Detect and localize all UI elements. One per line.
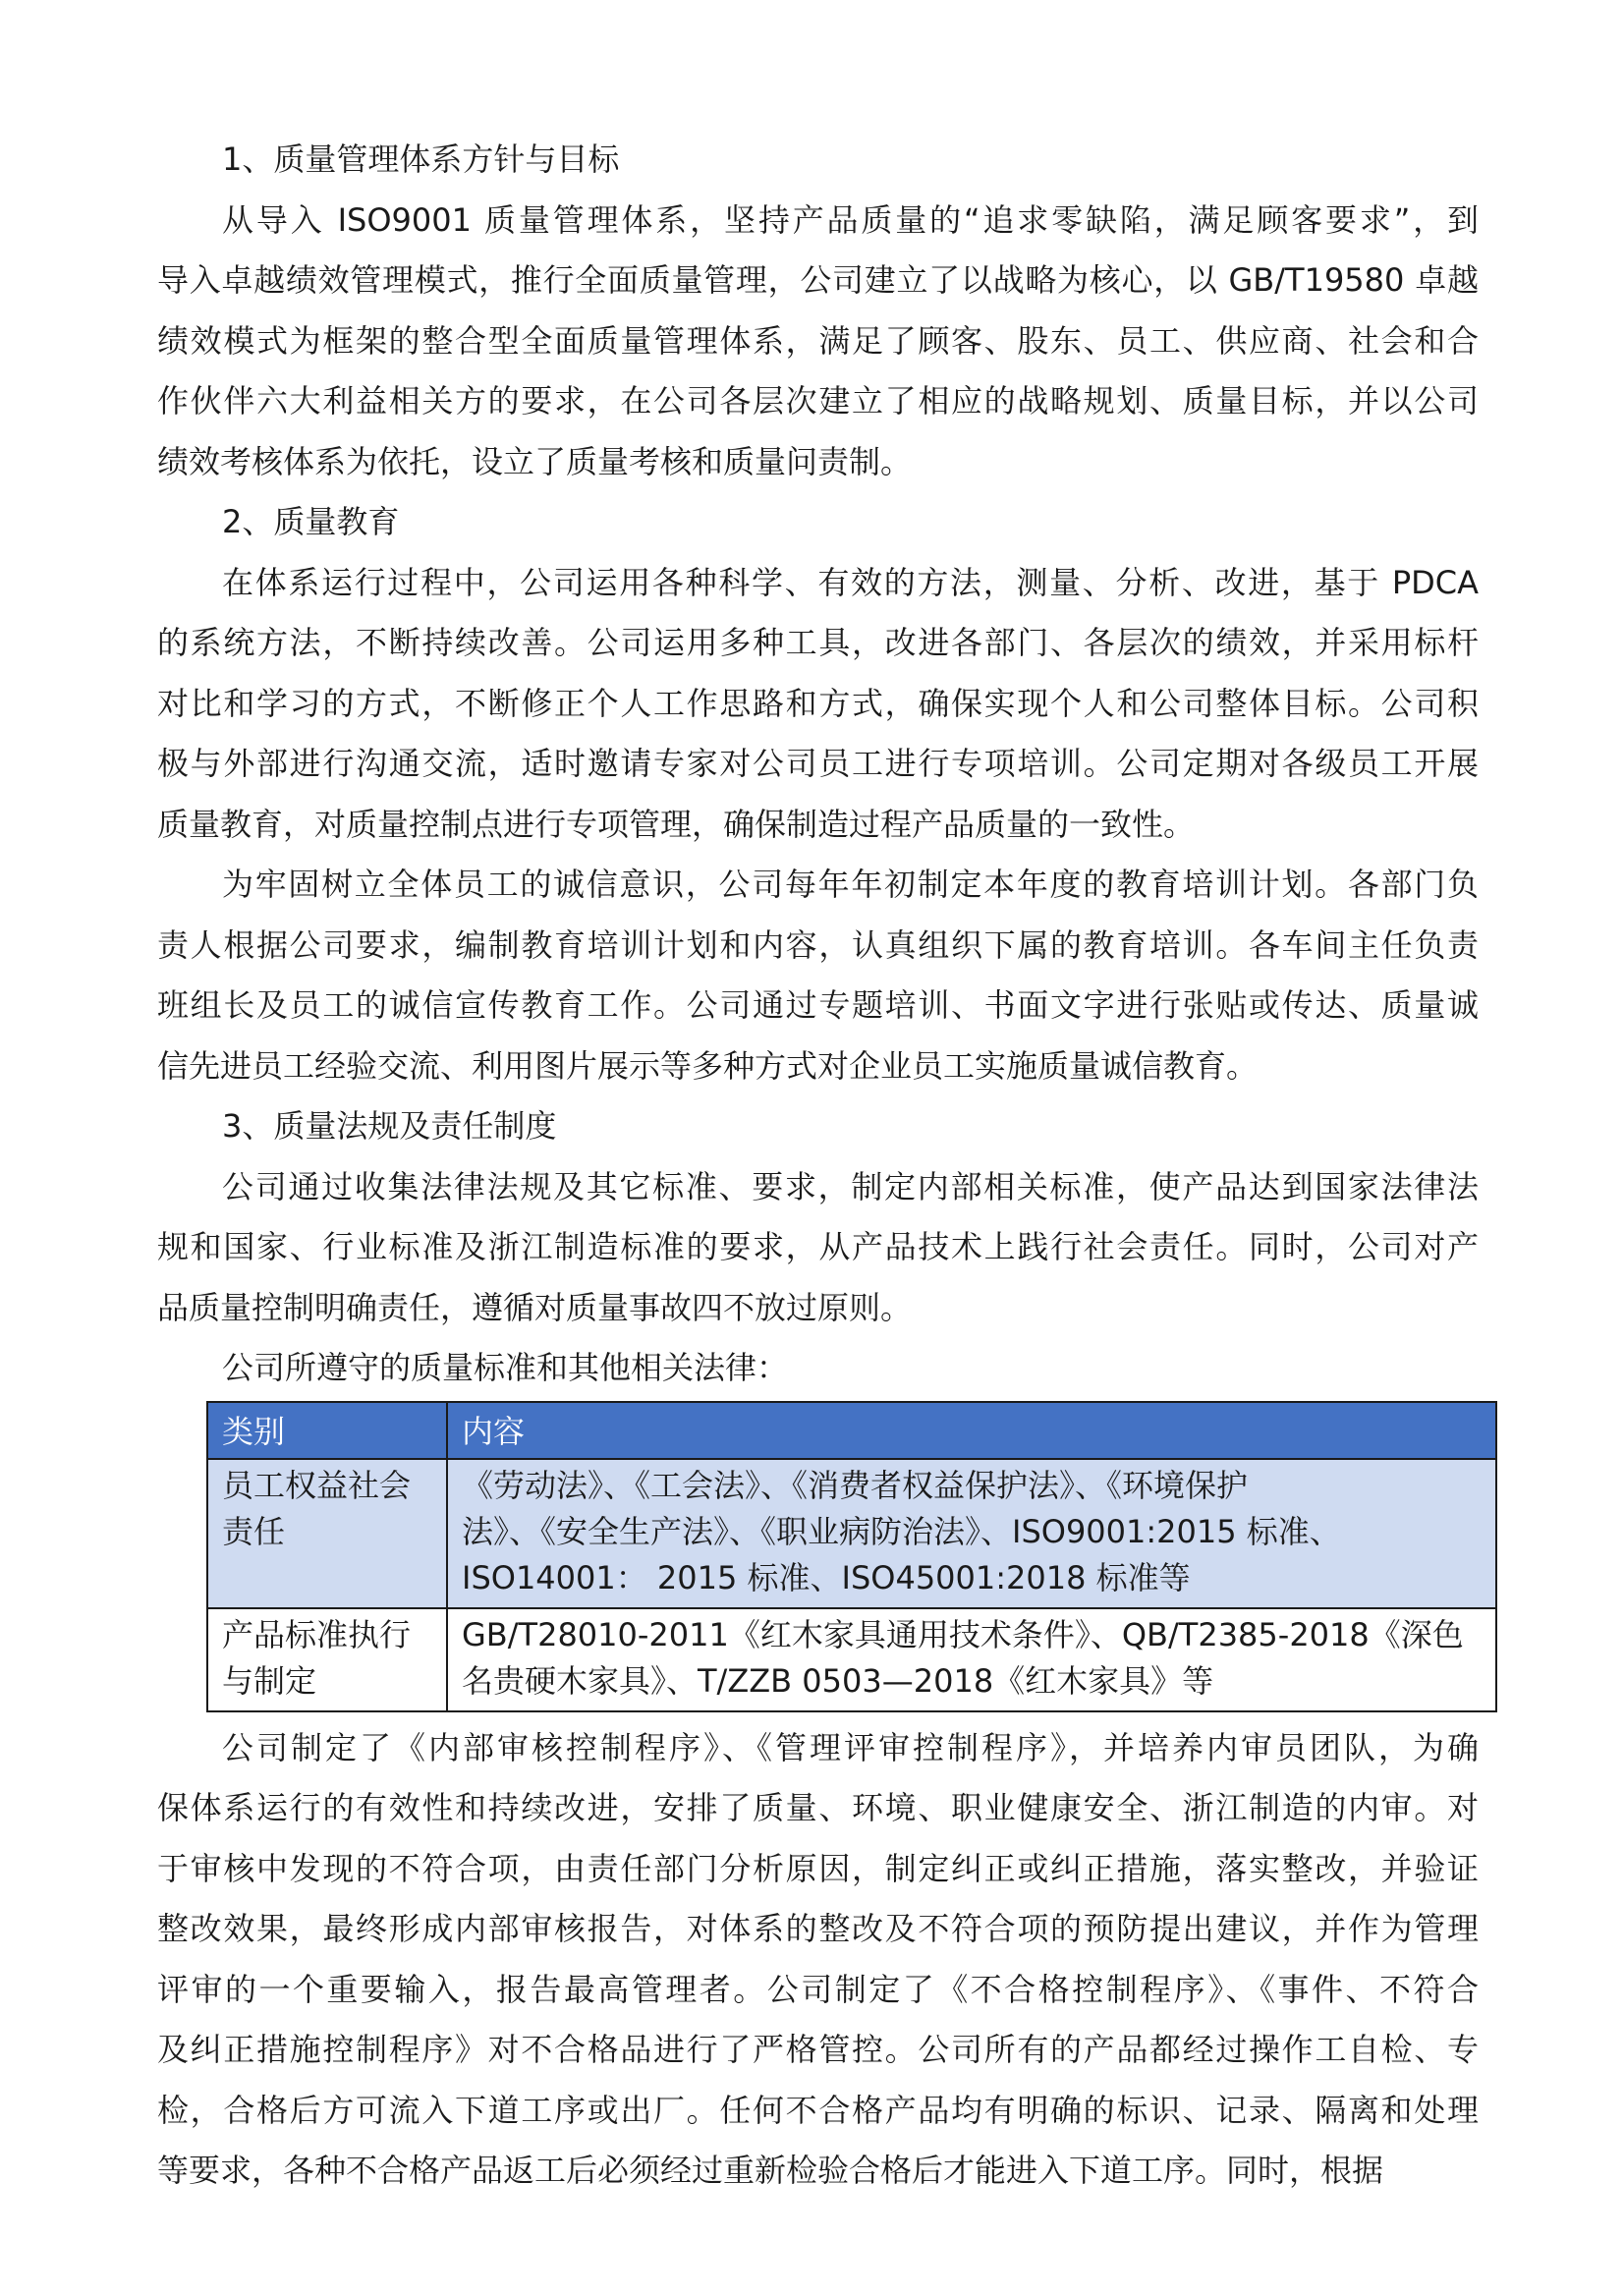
content-cell — [447, 1459, 1496, 1608]
paragraph-line: 于审核中发现的不符合项，由责任部门分析原因，制定纠正或纠正措施，落实整改，并验证 — [157, 1849, 1479, 1887]
cell-line: 与制定 — [222, 1661, 317, 1700]
paragraph-line: 规和国家、行业标准及浙江制造标准的要求，从产品技术上践行社会责任。同时，公司对产 — [157, 1228, 1479, 1265]
header-category: 类别 — [207, 1402, 447, 1459]
cell-line: 责任 — [222, 1512, 286, 1550]
cell-line: 名贵硬木家具》、T/ZZB 0503—2018《红木家具》等 — [462, 1661, 1214, 1700]
table-caption: 公司所遵守的质量标准和其他相关法律： — [222, 1349, 789, 1386]
paragraph-line: 绩效模式为框架的整合型全面质量管理体系，满足了顾客、股东、员工、供应商、社会和合 — [157, 321, 1479, 360]
standards-table — [206, 1401, 1497, 1712]
header-content: 内容 — [447, 1402, 1496, 1459]
section-heading-2: 2、质量教育 — [222, 503, 400, 540]
paragraph-line: 的系统方法，不断持续改善。公司运用多种工具，改进各部门、各层次的绩效，并采用标杆 — [157, 624, 1479, 661]
paragraph-line: 对比和学习的方式，不断修正个人工作思路和方式，确保实现个人和公司整体目标。公司积 — [157, 684, 1479, 722]
cell-line: 法》、《安全生产法》、《职业病防治法》、ISO9001:2015 标准、 — [462, 1512, 1341, 1550]
paragraph-line: 信先进员工经验交流、利用图片展示等多种方式对企业员工实施质量诚信教育。 — [157, 1046, 1259, 1085]
paragraph-line: 保体系运行的有效性和持续改进，安排了质量、环境、职业健康安全、浙江制造的内审。对 — [157, 1789, 1479, 1826]
content-cell — [447, 1608, 1496, 1711]
paragraph-line: 公司通过收集法律法规及其它标准、要求，制定内部相关标准，使产品达到国家法律法 — [222, 1167, 1479, 1205]
paragraph-line: 作伙伴六大利益相关方的要求，在公司各层次建立了相应的战略规划、质量目标，并以公司 — [157, 382, 1479, 420]
paragraph-line: 检，合格后方可流入下道工序或出厂。任何不合格产品均有明确的标识、记录、隔离和处理 — [157, 2091, 1479, 2129]
paragraph-line: 在体系运行过程中，公司运用各种科学、有效的方法，测量、分析、改进，基于 PDCA — [222, 563, 1479, 601]
cell-line: 员工权益社会 — [222, 1466, 412, 1504]
cell-line: 产品标准执行 — [222, 1615, 412, 1653]
paragraph-line: 从导入 ISO9001 质量管理体系，坚持产品质量的“追求零缺陷，满足顾客要求”，到 — [222, 200, 1479, 239]
cell-line: GB/T28010-2011《红木家具通用技术条件》、QB/T2385-2018《深色 — [462, 1615, 1464, 1653]
category-cell — [207, 1608, 447, 1711]
cell-line: ISO14001： 2015 标准、ISO45001:2018 标准等 — [462, 1558, 1191, 1596]
table-row — [207, 1608, 1496, 1711]
paragraph-line: 等要求，各种不合格产品返工后必须经过重新检验合格后才能进入下道工序。同时，根据 — [157, 2152, 1384, 2189]
document-body — [157, 130, 1479, 2202]
paragraph-line: 为牢固树立全体员工的诚信意识，公司每年年初制定本年度的教育培训计划。各部门负 — [222, 866, 1479, 903]
paragraph-line: 品质量控制明确责任，遵循对质量事故四不放过原则。 — [157, 1288, 913, 1326]
cell-line: 《劳动法》、《工会法》、《消费者权益保护法》、《环境保护 — [462, 1466, 1249, 1504]
paragraph-line: 极与外部进行沟通交流，适时邀请专家对公司员工进行专项培训。公司定期对各级员工开展 — [157, 745, 1479, 782]
paragraph-line: 公司制定了《内部审核控制程序》、《管理评审控制程序》，并培养内审员团队，为确 — [222, 1728, 1479, 1766]
section-heading-1: 1、质量管理体系方针与目标 — [222, 140, 620, 178]
table-row — [207, 1459, 1496, 1608]
paragraph-line: 及纠正措施控制程序》对不合格品进行了严格管控。公司所有的产品都经过操作工自检、专 — [157, 2031, 1479, 2068]
paragraph-line: 评审的一个重要输入，报告最高管理者。公司制定了《不合格控制程序》、《事件、不符合 — [157, 1970, 1479, 2008]
category-cell — [207, 1459, 447, 1608]
paragraph-line: 导入卓越绩效管理模式，推行全面质量管理，公司建立了以战略为核心，以 GB/T19580 卓越 — [157, 261, 1479, 299]
paragraph-line: 班组长及员工的诚信宣传教育工作。公司通过专题培训、书面文字进行张贴或传达、质量诚 — [157, 986, 1479, 1024]
table-header-row — [207, 1402, 1496, 1459]
standards-table-wrapper — [206, 1401, 1495, 1712]
paragraph-line: 质量教育，对质量控制点进行专项管理，确保制造过程产品质量的一致性。 — [157, 805, 1196, 843]
paragraph-line: 责人根据公司要求，编制教育培训计划和内容，认真组织下属的教育培训。各车间主任负责 — [157, 925, 1479, 964]
paragraph-line: 绩效考核体系为依托，设立了质量考核和质量问责制。 — [157, 442, 913, 480]
section-heading-3: 3、质量法规及责任制度 — [222, 1107, 557, 1145]
paragraph-line: 整改效果，最终形成内部审核报告，对体系的整改及不符合项的预防提出建议，并作为管理 — [157, 1910, 1479, 1947]
